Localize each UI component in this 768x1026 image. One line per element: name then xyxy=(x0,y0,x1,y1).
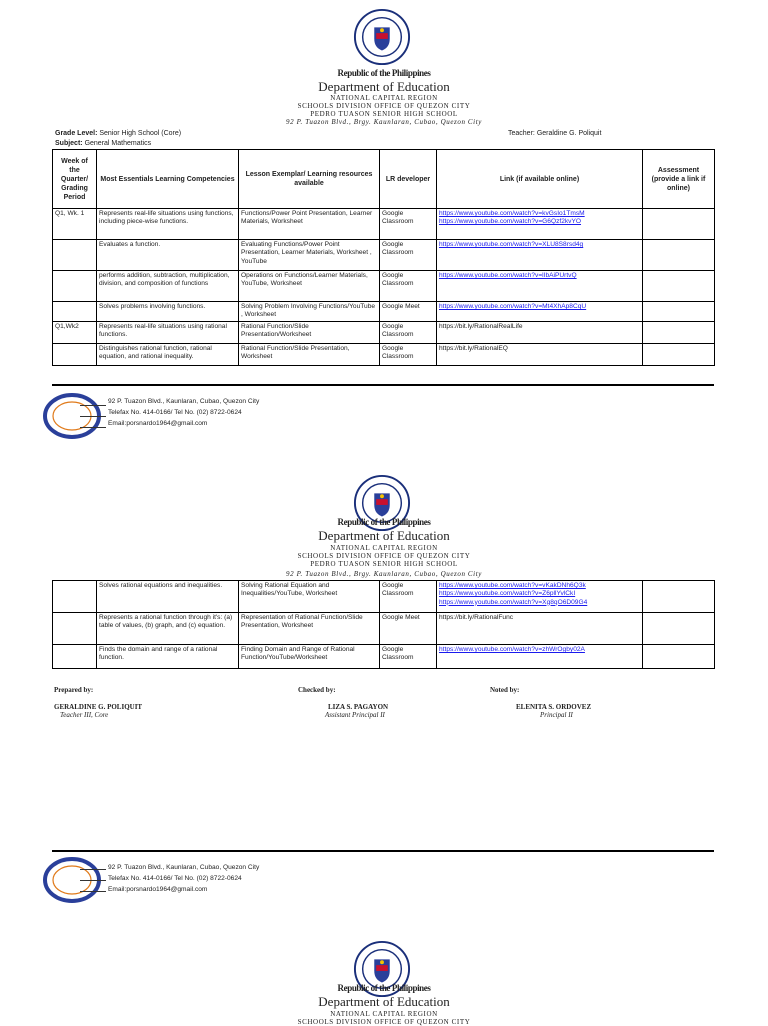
week-cell: Q1, Wk. 1 xyxy=(53,209,97,240)
checked-by: Checked by: LIZA S. PAGAYON Assistant Principal II xyxy=(298,686,389,719)
footer-rule xyxy=(52,850,714,852)
assessment-cell xyxy=(643,302,715,322)
teacher: Teacher: Geraldine G. Poliquit xyxy=(508,130,602,137)
week-cell xyxy=(53,344,97,366)
competency-cell: Represents real-life situations using functions, including piece-wise functions. xyxy=(97,209,239,240)
resource-cell: Representation of Rational Function/Slide Presentation, Worksheet xyxy=(239,613,380,645)
competency-cell: Distinguishes rational function, rational equation, and rational inequality. xyxy=(97,344,239,366)
week-cell xyxy=(53,302,97,322)
competency-cell: Solves problems involving functions. xyxy=(97,302,239,322)
assessment-cell xyxy=(643,645,715,669)
school-address: 92 P. Tuazon Blvd., Brgy. Kaunlaran, Cubao, Quezon City xyxy=(286,118,482,126)
week-cell xyxy=(53,240,97,271)
week-cell xyxy=(53,645,97,669)
link-cell xyxy=(437,322,643,344)
division-line: SCHOOLS DIVISION OFFICE OF QUEZON CITY xyxy=(297,552,471,560)
resource-cell: Rational Function/Slide Presentation/Worksheet xyxy=(239,322,380,344)
developer-cell: Google Classroom xyxy=(380,645,437,669)
department-title: Department of Education xyxy=(318,528,450,543)
checked-title: Assistant Principal II xyxy=(325,711,385,719)
resource-link[interactable]: https://www.youtube.com/watch?v=kvGsIo1TmsM xyxy=(439,210,585,217)
developer-cell: Google Meet xyxy=(380,302,437,322)
school-line: PEDRO TUASON SENIOR HIGH SCHOOL xyxy=(310,110,458,118)
footer-phone: Telefax No. 414-0166/ Tel No. (02) 8722-0624 xyxy=(108,875,242,882)
assessment-cell xyxy=(643,322,715,344)
developer-cell: Google Classroom xyxy=(380,271,437,302)
assessment-cell xyxy=(643,613,715,645)
resource-link[interactable]: https://www.youtube.com/watch?v=vKakDNh6Q3k xyxy=(439,582,586,589)
assessment-cell xyxy=(643,344,715,366)
link-cell xyxy=(437,613,643,645)
school-line: PEDRO TUASON SENIOR HIGH SCHOOL xyxy=(310,560,458,568)
table-row xyxy=(53,613,715,645)
competency-cell: Evaluates a function. xyxy=(97,240,239,271)
noted-by: Noted by: ELENITA S. ORDOVEZ Principal II xyxy=(490,686,592,719)
grade-level: Grade Level: Senior High School (Core) xyxy=(55,130,182,137)
competency-cell: Solves rational equations and inequalities. xyxy=(97,581,239,613)
header-week: Week of the Quarter/ Grading Period xyxy=(53,150,97,209)
table-row xyxy=(53,322,715,344)
resource-link[interactable]: https://www.youtube.com/watch?v=G6Qzf2kvYO xyxy=(439,218,582,226)
division-line: SCHOOLS DIVISION OFFICE OF QUEZON CITY xyxy=(297,1018,471,1026)
prepared-by: Prepared by: GERALDINE G. POLIQUIT Teacher III, Core xyxy=(54,686,143,719)
resource-link[interactable]: https://www.youtube.com/watch?v=zhWrOgby02A xyxy=(439,646,585,653)
resource-cell: Solving Problem Involving Functions/YouTube , Worksheet xyxy=(239,302,380,322)
footer-address: 92 P. Tuazon Blvd., Kaunlaran, Cubao, Quezon City xyxy=(108,864,260,871)
competency-table-2 xyxy=(52,580,715,669)
school-address: 92 P. Tuazon Blvd., Brgy. Kaunlaran, Cubao, Quezon City xyxy=(286,570,482,578)
resource-cell: Evaluating Functions/Power Point Presentation, Learner Materials, Worksheet , YouTube xyxy=(239,240,380,271)
resource-link[interactable]: https://www.youtube.com/watch?v=Xg8qO6D09G4 xyxy=(439,598,588,606)
prepared-title: Teacher III, Core xyxy=(60,711,109,719)
competency-cell: Represents a rational function through it's: (a) table of values, (b) graph, and (c) equation. xyxy=(97,613,239,645)
link-cell xyxy=(437,271,643,302)
table-row xyxy=(53,302,715,322)
noted-title: Principal II xyxy=(540,711,573,719)
resource-link[interactable]: https://www.youtube.com/watch?v=XLU8S8rsd4g xyxy=(439,241,584,248)
noted-name: ELENITA S. ORDOVEZ xyxy=(516,703,592,711)
assessment-cell xyxy=(643,240,715,271)
table-row xyxy=(53,344,715,366)
resource-link[interactable]: https://bit.ly/RationalEQ xyxy=(439,345,508,352)
developer-cell: Google Classroom xyxy=(380,344,437,366)
assessment-cell xyxy=(643,581,715,613)
republic-line: Republic of the Philippines xyxy=(337,983,431,993)
header-link: Link (if available online) xyxy=(437,150,643,209)
resource-cell: Functions/Power Point Presentation, Learner Materials, Worksheet xyxy=(239,209,380,240)
link-cell xyxy=(437,240,643,271)
region-line: NATIONAL CAPITAL REGION xyxy=(330,1010,438,1018)
link-cell xyxy=(437,581,643,613)
prepared-name: GERALDINE G. POLIQUIT xyxy=(54,703,143,711)
header-resources: Lesson Exemplar/ Learning resources available xyxy=(239,150,380,209)
checked-name: LIZA S. PAGAYON xyxy=(328,703,389,711)
division-line: SCHOOLS DIVISION OFFICE OF QUEZON CITY xyxy=(297,102,471,110)
header-assessment: Assessment (provide a link if online) xyxy=(643,150,715,209)
table-row xyxy=(53,581,715,613)
link-cell xyxy=(437,344,643,366)
week-cell: Q1,Wk2 xyxy=(53,322,97,344)
footer-contact xyxy=(108,862,259,895)
table-row xyxy=(53,645,715,669)
developer-cell: Google Meet xyxy=(380,613,437,645)
resource-cell: Finding Domain and Range of Rational Function/YouTube/Worksheet xyxy=(239,645,380,669)
department-title: Department of Education xyxy=(318,994,450,1009)
link-cell xyxy=(437,302,643,322)
footer-email: Email:porsnardo1964@gmail.com xyxy=(108,886,208,893)
resource-link[interactable]: https://bit.ly/RationalRealLife xyxy=(439,323,523,330)
resource-link[interactable]: https://www.youtube.com/watch?v=lIbAiPUrtvQ xyxy=(439,272,577,279)
week-cell xyxy=(53,613,97,645)
header-developer: LR developer xyxy=(380,150,437,209)
resource-link[interactable]: https://www.youtube.com/watch?v=Mt4XhAp8CqU xyxy=(439,303,587,310)
department-title: Department of Education xyxy=(318,79,450,94)
assessment-cell xyxy=(643,271,715,302)
region-line: NATIONAL CAPITAL REGION xyxy=(330,544,438,552)
link-cell xyxy=(437,645,643,669)
resource-link[interactable]: https://bit.ly/RationalFunc xyxy=(439,614,514,621)
resource-cell: Solving Rational Equation and Inequalities/YouTube, Worksheet xyxy=(239,581,380,613)
footer-address: 92 P. Tuazon Blvd., Kaunlaran, Cubao, Quezon City xyxy=(108,398,260,405)
resource-link[interactable]: https://www.youtube.com/watch?v=Z6pllYvlCkI xyxy=(439,590,576,598)
region-line: NATIONAL CAPITAL REGION xyxy=(330,94,438,102)
table-row xyxy=(53,240,715,271)
footer-phone: Telefax No. 414-0166/ Tel No. (02) 8722-0624 xyxy=(108,409,242,416)
footer-rule xyxy=(52,384,714,386)
footer-email: Email:porsnardo1964@gmail.com xyxy=(108,420,208,427)
developer-cell: Google Classroom xyxy=(380,240,437,271)
republic-line: Republic of the Philippines xyxy=(337,68,431,78)
resource-cell: Operations on Functions/Learner Materials, YouTube, Worksheet xyxy=(239,271,380,302)
deped-seal-icon xyxy=(353,8,411,66)
table-row xyxy=(53,209,715,240)
week-cell xyxy=(53,581,97,613)
developer-cell: Google Classroom xyxy=(380,581,437,613)
resource-cell: Rational Function/Slide Presentation, Worksheet xyxy=(239,344,380,366)
table-row xyxy=(53,271,715,302)
week-cell xyxy=(53,271,97,302)
competency-cell: Represents real-life situations using rational functions. xyxy=(97,322,239,344)
assessment-cell xyxy=(643,209,715,240)
link-cell xyxy=(437,209,643,240)
competency-cell: Finds the domain and range of a rational function. xyxy=(97,645,239,669)
subject: Subject: General Mathematics xyxy=(55,140,152,147)
competency-table-1 xyxy=(52,149,715,366)
footer-contact xyxy=(108,396,259,429)
developer-cell: Google Classroom xyxy=(380,209,437,240)
developer-cell: Google Classroom xyxy=(380,322,437,344)
header-competencies: Most Essentials Learning Competencies xyxy=(97,150,239,209)
competency-cell: performs addition, subtraction, multiplication, division, and composition of functions xyxy=(97,271,239,302)
republic-line: Republic of the Philippines xyxy=(337,517,431,527)
